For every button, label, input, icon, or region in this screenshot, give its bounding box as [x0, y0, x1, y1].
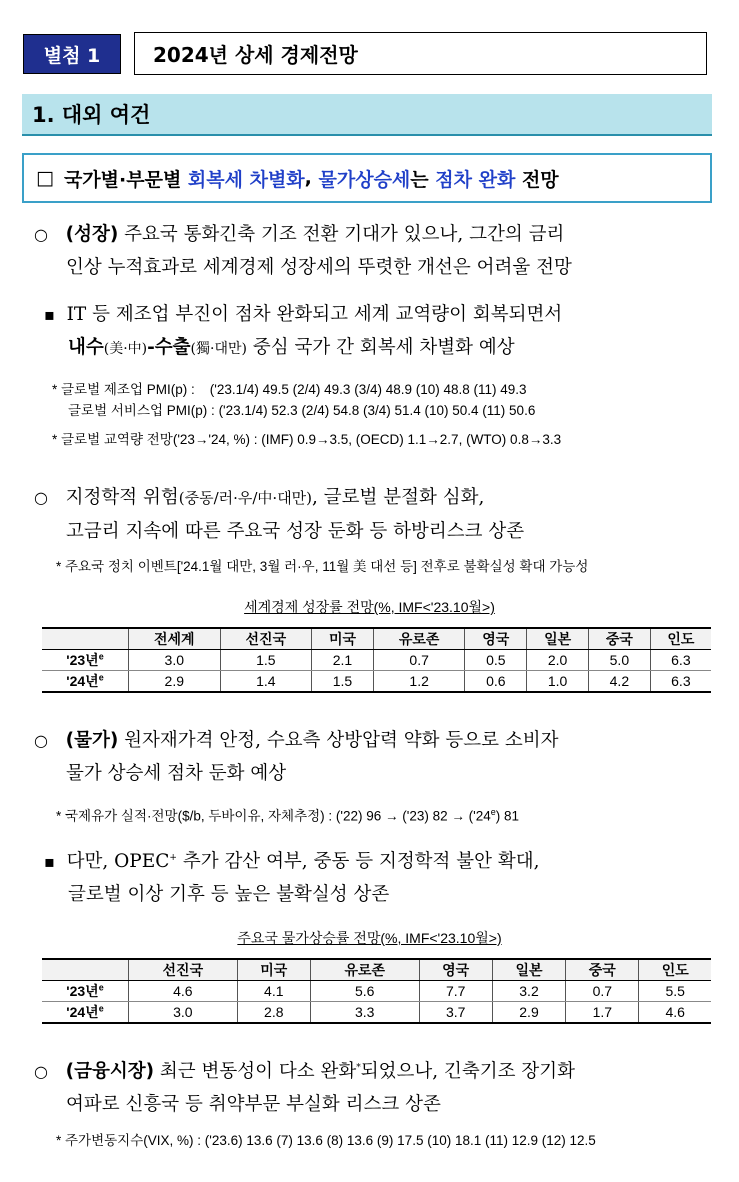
growth-sub-line2: 중심 국가 간 회복세 차별화 예상	[252, 337, 515, 358]
table1-header: 선진국	[220, 628, 312, 650]
table-cell: 0.6	[465, 671, 527, 693]
finance-paragraph: ○ (금융시장) 최근 변동성이 다소 완화*되었으나, 긴축기조 장기화 여파로 신흥국 등 취약부문 부실화 리스크 상존	[34, 1052, 724, 1121]
table-cell: 1.4	[220, 671, 312, 693]
table-row	[42, 650, 711, 671]
table-cell: 1.5	[220, 650, 312, 671]
table-cell: 1.5	[312, 671, 374, 693]
table-row	[42, 671, 711, 693]
table-row	[42, 1002, 711, 1024]
appendix-tag: 별첨 1	[23, 34, 121, 74]
table1-header: 중국	[588, 628, 650, 650]
finance-line2: 여파로 신흥국 등 취약부문 부실화 리스크 상존	[66, 1094, 441, 1116]
prices-paragraph	[34, 724, 724, 790]
table2-header: 일본	[492, 959, 565, 981]
prices-sub-line2: 글로벌 이상 기후 등 높은 불확실성 상존	[68, 884, 390, 906]
prices-label: (물가)	[65, 730, 119, 751]
headline-part7: 전망	[521, 168, 559, 191]
table-cell: 3.7	[419, 1002, 492, 1024]
inflation-table	[42, 958, 711, 1024]
table1-header-empty	[42, 628, 129, 650]
circle-bullet: ○	[34, 488, 48, 507]
growth-sub-export-countries: (獨·대만)	[190, 341, 247, 357]
geo-paragraph	[34, 481, 724, 548]
table1-header: 일본	[527, 628, 589, 650]
table-cell: 0.5	[465, 650, 527, 671]
growth-paragraph	[34, 218, 724, 284]
table-cell: 4.2	[588, 671, 650, 693]
trade-note: * 글로벌 교역량 전망('23→'24, %) : (IMF) 0.9→3.5, (OECD) 1.1→2.7, (WTO) 0.8→3.3	[52, 432, 562, 447]
geo-line2: 고금리 지속에 따른 주요국 성장 둔화 등 하방리스크 상존	[66, 521, 525, 542]
section-title: 1. 대외 여건	[22, 94, 712, 136]
prices-sub: ▪ 다만, OPEC+ 추가 감산 여부, 중동 등 지정학적 불안 확대, 글로벌 이상 기후 등 높은 불확실성 상존	[44, 842, 724, 911]
row-label: '23년$^e$	[42, 650, 129, 671]
circle-bullet: ○	[34, 1062, 48, 1082]
oil-note: * 국제유가 실적·전망($/b, 두바이유, 자체추정) : ('22) 96 → ('23) $82 \to ('24^e)$ 81	[56, 807, 519, 824]
table-row	[42, 981, 711, 1002]
headline-part6: 점차 완화	[435, 168, 516, 191]
table-cell: 2.1	[312, 650, 374, 671]
row-label: '24년$^e$	[42, 1002, 129, 1024]
geo-note: * 주요국 정치 이벤트['24.1월 대만, 3월 러·우, 11월 美 대선 등] 전후로 불확실성 확대 가능성	[56, 559, 589, 574]
growth-sub-domestic-countries: (美·中)	[103, 341, 148, 357]
table-cell: 1.0	[527, 671, 589, 693]
table2-header-empty	[42, 959, 129, 981]
table-cell: 5.5	[639, 981, 711, 1002]
table-cell: 2.9	[492, 1002, 565, 1024]
pmi-mfg-values: ('23.1/4) 49.5 (2/4) 49.3 (3/4) 48.9 (10) 48.8 (11) 49.3	[209, 382, 527, 397]
square-bullet: ▪	[44, 305, 55, 324]
table-cell: 3.0	[129, 650, 221, 671]
table2-header: 미국	[237, 959, 310, 981]
prices-line2: 물가 상승세 점차 둔화 예상	[66, 763, 287, 784]
table-cell: 3.0	[129, 1002, 238, 1024]
circle-bullet: ○	[34, 225, 48, 244]
growth-sub-export: -수출	[147, 337, 191, 358]
table-cell: 5.0	[588, 650, 650, 671]
headline-box	[22, 153, 712, 203]
table-cell: 0.7	[373, 650, 465, 671]
table1-caption: 세계경제 성장률 전망(%, IMF<'23.10월>)	[244, 599, 495, 615]
table-cell: 3.3	[310, 1002, 419, 1024]
growth-label: (성장)	[65, 224, 119, 245]
geo-line1c: , 글로벌 분절화 심화,	[312, 487, 485, 508]
headline-part5: 는	[410, 168, 429, 191]
table1-header: 전세계	[129, 628, 221, 650]
table1-header: 인도	[650, 628, 711, 650]
table1-header: 유로존	[373, 628, 465, 650]
pmi-svc-label: 글로벌 서비스업 PMI(p) :	[68, 403, 215, 418]
table2-header: 영국	[419, 959, 492, 981]
table-cell: 2.9	[129, 671, 221, 693]
finance-label: (금융시장)	[65, 1061, 155, 1083]
table2-header: 인도	[639, 959, 711, 981]
growth-table	[42, 627, 711, 693]
table-cell: 2.0	[527, 650, 589, 671]
growth-sub-line1: IT 등 제조업 부진이 점차 완화되고 세계 교역량이 회복되면서	[66, 304, 563, 325]
prices-line1: 원자재가격 안정, 수요측 상방압력 약화 등으로 소비자	[124, 730, 559, 751]
headline-part4: 물가상승세	[318, 168, 411, 191]
table-cell: 6.3	[650, 671, 711, 693]
pmi-mfg-label: * 글로벌 제조업 PMI(p) :	[52, 382, 195, 397]
table-cell: 1.2	[373, 671, 465, 693]
growth-sub-domestic: 내수	[68, 337, 104, 358]
table1-header: 영국	[465, 628, 527, 650]
table2-caption: 주요국 물가상승률 전망(%, IMF<'23.10월>)	[237, 930, 502, 946]
growth-line2: 인상 누적효과로 세계경제 성장세의 뚜렷한 개선은 어려울 전망	[66, 257, 572, 278]
table-cell: 4.1	[237, 981, 310, 1002]
table-cell: 6.3	[650, 650, 711, 671]
table-cell: 5.6	[310, 981, 419, 1002]
table-cell: 7.7	[419, 981, 492, 1002]
growth-sub	[44, 298, 724, 366]
growth-line1: 주요국 통화긴축 기조 전환 기대가 있으나, 그간의 금리	[124, 224, 565, 245]
table-cell: 4.6	[129, 981, 238, 1002]
table-cell: 4.6	[639, 1002, 711, 1024]
growth-notes	[52, 379, 732, 450]
row-label: '23년$^e$	[42, 981, 129, 1002]
table1-header: 미국	[312, 628, 374, 650]
page-title: 2024년 상세 경제전망	[134, 32, 707, 75]
table2-header: 유로존	[310, 959, 419, 981]
table-cell: 1.7	[566, 1002, 639, 1024]
geo-line1b: (중동/러·우/中·대만)	[178, 489, 313, 507]
table-cell: 2.8	[237, 1002, 310, 1024]
pmi-svc-values: ('23.1/4) 52.3 (2/4) 54.8 (3/4) 51.4 (10) 50.4 (11) 50.6	[218, 403, 536, 418]
headline-part2: 회복세 차별화	[187, 168, 305, 191]
table2-header: 중국	[566, 959, 639, 981]
checkbox-symbol: □	[36, 167, 54, 189]
circle-bullet: ○	[34, 731, 48, 750]
table2-header: 선진국	[129, 959, 238, 981]
vix-note: * 주가변동지수(VIX, %) : ('23.6) 13.6 (7) 13.6 (8) 13.6 (9) 17.5 (10) 18.1 (11) 12.9 (12) 12.5	[56, 1133, 596, 1148]
headline-part1: 국가별·부문별	[63, 168, 182, 191]
row-label: '24년$^e$	[42, 671, 129, 693]
headline-part3: ,	[304, 167, 312, 189]
table-cell: 0.7	[566, 981, 639, 1002]
geo-line1a: 지정학적 위험	[65, 487, 179, 508]
table-cell: 3.2	[492, 981, 565, 1002]
square-bullet: ▪	[44, 852, 55, 872]
